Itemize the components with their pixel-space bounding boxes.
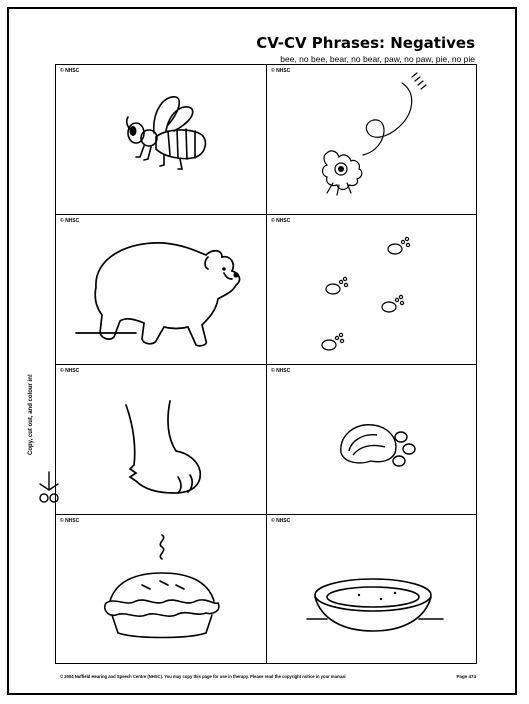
copyright-label: © NHSC bbox=[60, 518, 80, 524]
copyright-label: © NHSC bbox=[271, 368, 291, 374]
picture-card-pie bbox=[56, 515, 267, 663]
picture-grid bbox=[55, 64, 477, 664]
animal-leg-paw-icon bbox=[56, 365, 267, 515]
copyright-label: © NHSC bbox=[271, 518, 291, 524]
empty-pie-dish-icon bbox=[267, 515, 477, 663]
picture-card-paw-prints bbox=[267, 215, 477, 365]
copyright-label: © NHSC bbox=[60, 218, 80, 224]
copyright-label: © NHSC bbox=[271, 68, 291, 74]
bear-icon bbox=[56, 215, 267, 365]
picture-card-bear bbox=[56, 215, 267, 365]
picture-card-flower bbox=[267, 65, 477, 215]
page-number: Page 474 bbox=[456, 674, 476, 679]
pie-icon bbox=[56, 515, 267, 663]
copyright-label: © NHSC bbox=[271, 218, 291, 224]
cut-out-instruction: Copy, cut out, and colour in! bbox=[28, 374, 34, 455]
bee-icon bbox=[56, 65, 267, 215]
page-subtitle: bee, no bee, bear, no bear, paw, no paw, pie, no pie bbox=[280, 54, 475, 64]
picture-card-empty-dish bbox=[267, 515, 477, 663]
flower-flight-path-icon bbox=[267, 65, 477, 215]
copyright-label: © NHSC bbox=[60, 68, 80, 74]
page-title: CV-CV Phrases: Negatives bbox=[256, 34, 475, 52]
paw-print-icon bbox=[267, 365, 477, 515]
picture-card-leg-paw bbox=[56, 365, 267, 515]
picture-card-paw-print bbox=[267, 365, 477, 515]
scissors-icon bbox=[38, 470, 60, 506]
copyright-notice: © 2004 Nuffield Hearing and Speech Centre (NHSC). You may copy this page for use in therapy. Please read the copyright notice in your manual bbox=[60, 674, 346, 679]
copyright-label: © NHSC bbox=[60, 368, 80, 374]
paw-prints-icon bbox=[267, 215, 477, 365]
picture-card-bee bbox=[56, 65, 267, 215]
